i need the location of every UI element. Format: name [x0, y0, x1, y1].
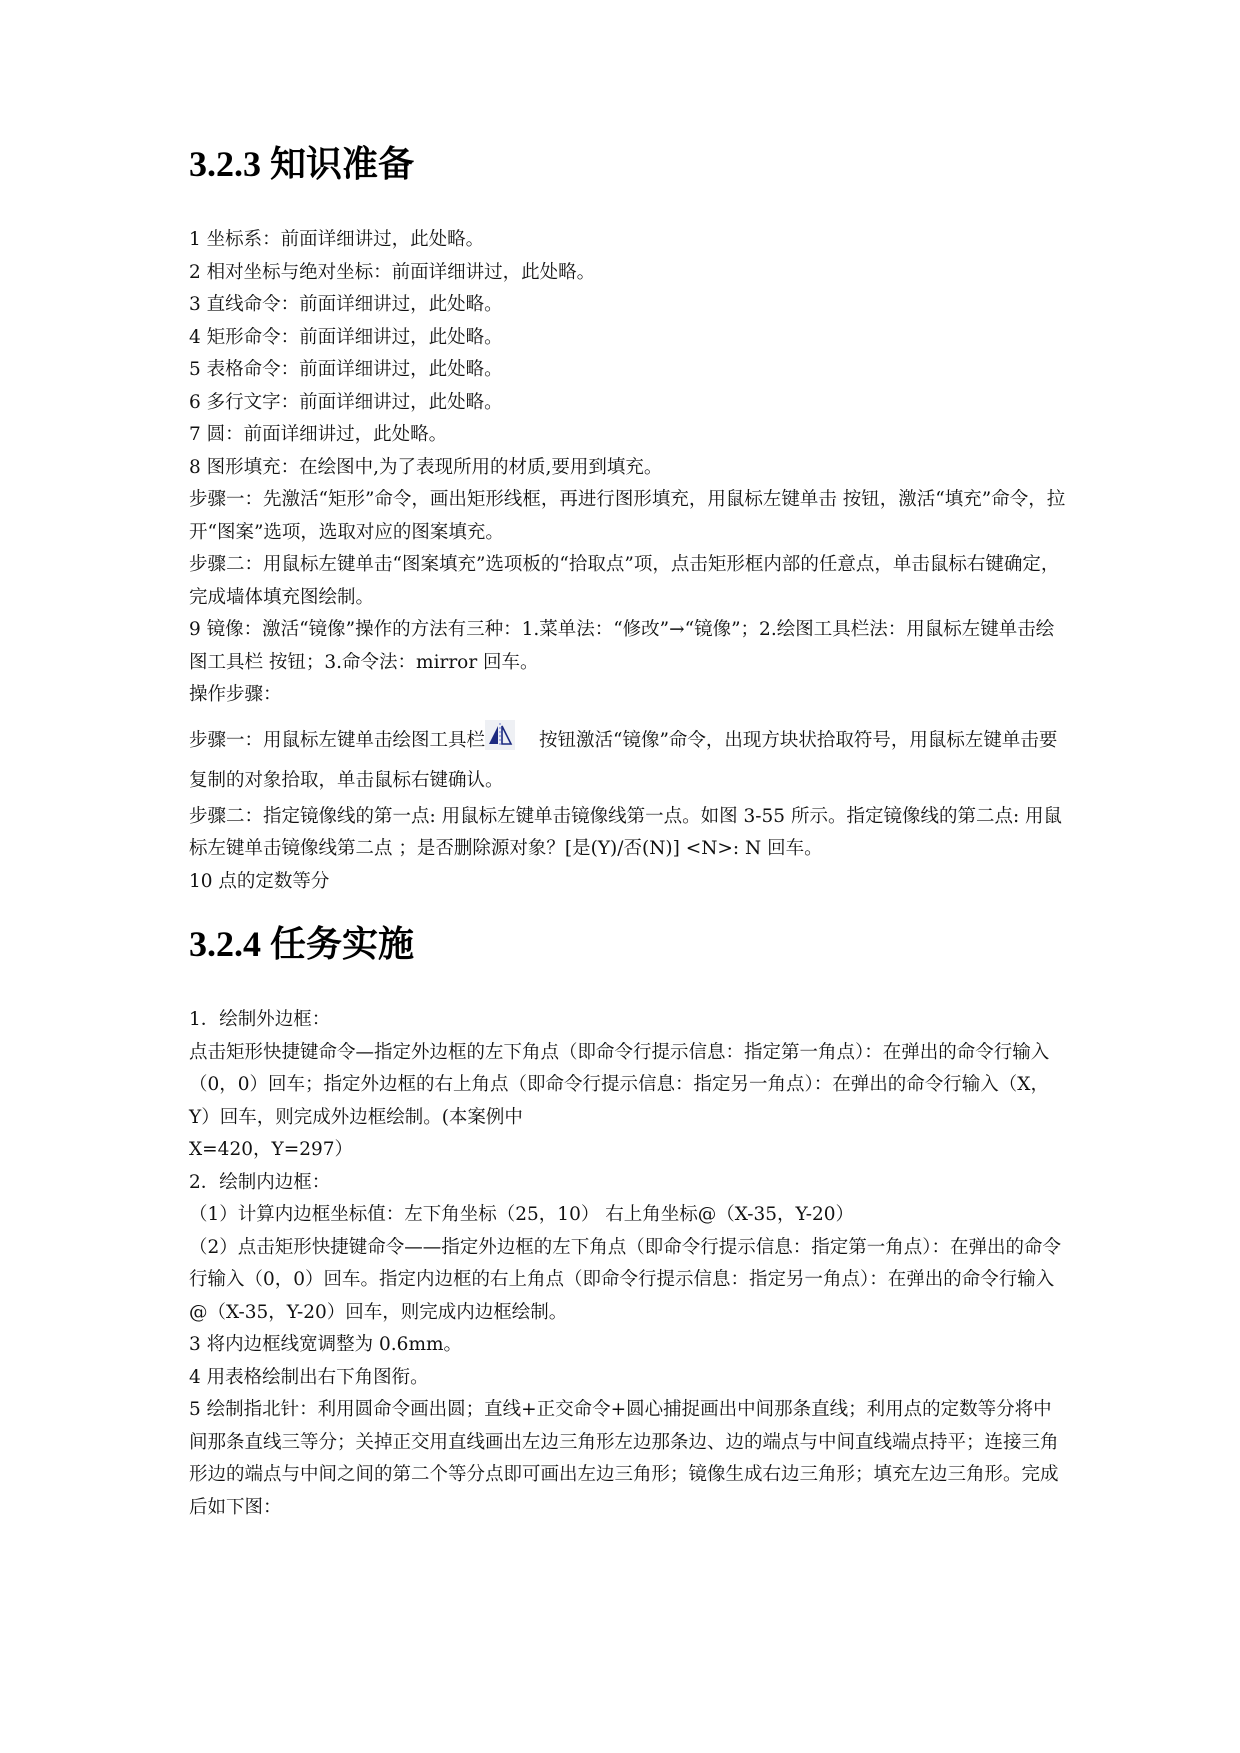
paragraph: 7 圆：前面详细讲过，此处略。	[189, 424, 448, 445]
paragraph: 2 相对坐标与绝对坐标：前面详细讲过，此处略。	[189, 261, 596, 283]
paragraph: 5 绘制指北针：利用圆命令画出圆；直线+正交命令+圆心捕捉画出中间那条直线；利用点的定数等分将中间那条直线三等分；关掉正交用直线画出左边三角形左边那条边、边的端点与中间直线端点持平；连接三角形边的端点与中间之间的第二个等分点即可画出左边三角形；镜像生成右边三角形；填充左边三角形。完成后如下图：	[189, 1399, 1059, 1518]
paragraph: 2．绘制内边框：	[189, 1171, 331, 1193]
paragraph: （2）点击矩形快捷键命令——指定外边框的左下角点（即命令行提示信息：指定第一角点）：在弹出的命令行输入（0，0）回车。指定内边框的右上角点（即命令行提示信息：指定另一角点）：在弹出的命令行输入@（X-35，Y-20）回车，则完成内边框绘制。	[189, 1236, 1062, 1323]
paragraph: 3 直线命令：前面详细讲过，此处略。	[189, 294, 503, 315]
section-heading-3-2-4: 3.2.4 任务实施	[189, 924, 415, 964]
paragraph: 6 多行文字：前面详细讲过，此处略。	[189, 391, 503, 413]
paragraph: 10 点的定数等分	[189, 870, 330, 892]
paragraph: 1 坐标系：前面详细讲过，此处略。	[189, 229, 485, 250]
paragraph: 步骤一：先激活“矩形”命令，画出矩形线框，再进行图形填充，用鼠标左键单击 按钮，激活“填充”命令，拉开“图案”选项，选取对应的图案填充。	[189, 489, 1066, 543]
paragraph: 点击矩形快捷键命令—指定外边框的左下角点（即命令行提示信息：指定第一角点）：在弹出的命令行输入（0，0）回车；指定外边框的右上角点（即命令行提示信息：指定另一角点）：在弹出的命令行输入（X，Y）回车，则完成外边框绘制。(本案例中	[189, 1041, 1050, 1128]
page-content	[189, 140, 1069, 1524]
paragraph: 5 表格命令：前面详细讲过，此处略。	[189, 359, 503, 380]
mirror-step-text-b: 按钮激活“镜像”命令，出现方块状拾取符号，用鼠标左键单击要复制的对象拾取，单击鼠标右键确认。	[189, 729, 1058, 791]
paragraph: 4 用表格绘制出右下角图衔。	[189, 1366, 429, 1388]
paragraph: 8 图形填充：在绘图中,为了表现所用的材质,要用到填充。	[189, 456, 663, 478]
mirror-step-paragraph	[189, 720, 1069, 801]
paragraph: 1．绘制外边框：	[189, 1009, 331, 1030]
mirror-icon	[485, 720, 515, 750]
paragraph: （1）计算内边框坐标值：左下角坐标（25，10） 右上角坐标@（X-35，Y-20）	[189, 1204, 855, 1225]
paragraph: 步骤二：指定镜像线的第一点: 用鼠标左键单击镜像线第一点。如图 3-55 所示。指定镜像线的第二点: 用鼠标左键单击镜像线第二点 ；是否删除源对象？[是(Y)/否(N)] <N>: N 回车。	[189, 805, 1063, 859]
section-heading-3-2-3: 3.2.3 知识准备	[189, 144, 415, 184]
paragraph: 操作步骤：	[189, 684, 282, 705]
paragraph: 9 镜像：激活“镜像”操作的方法有三种：1.菜单法：“修改”→“镜像”；2.绘图工具栏法：用鼠标左键单击绘图工具栏 按钮；3.命令法：mirror 回车。	[189, 619, 1055, 673]
paragraph: 步骤二：用鼠标左键单击“图案填充”选项板的“拾取点”项，点击矩形框内部的任意点，单击鼠标右键确定，完成墙体填充图绘制。	[189, 554, 1060, 608]
paragraph: 4 矩形命令：前面详细讲过，此处略。	[189, 326, 503, 348]
mirror-step-text-a: 步骤一：用鼠标左键单击绘图工具栏	[189, 729, 486, 751]
paragraph: X=420，Y=297）	[189, 1139, 354, 1160]
paragraph: 3 将内边框线宽调整为 0.6mm。	[189, 1334, 463, 1355]
